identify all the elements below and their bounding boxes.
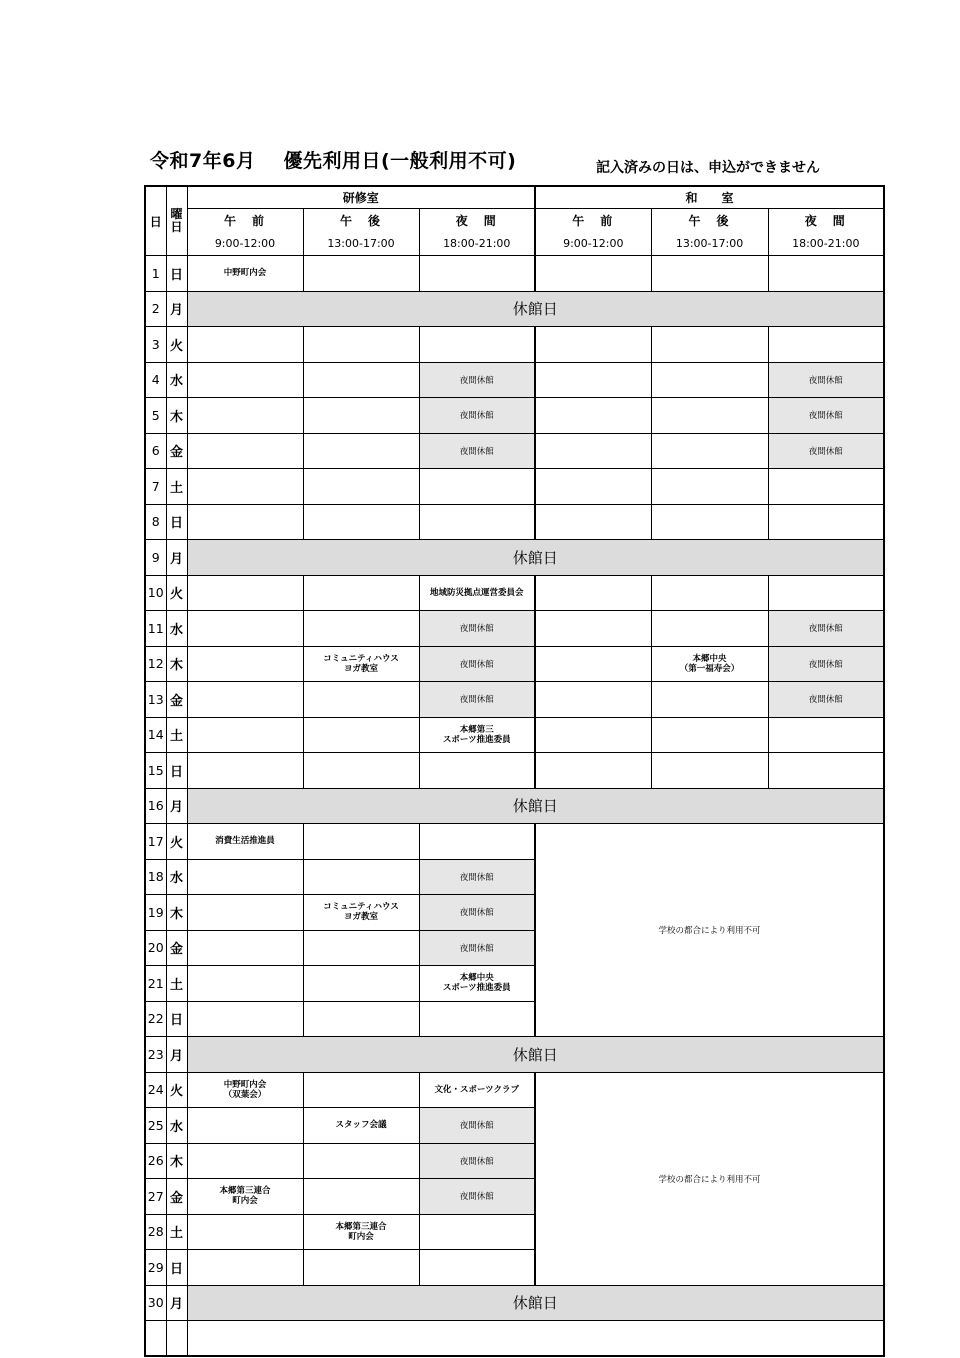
closed-day-label: 休館日 bbox=[187, 540, 884, 576]
room-header-washitsu: 和 室 bbox=[535, 186, 884, 209]
schedule-entry: 夜間休館 bbox=[419, 1179, 535, 1215]
weekday: 日 bbox=[166, 1001, 187, 1037]
schedule-slot bbox=[535, 717, 651, 753]
schedule-slot bbox=[187, 469, 303, 505]
schedule-entry: 夜間休館 bbox=[768, 646, 884, 682]
schedule-slot bbox=[419, 824, 535, 860]
schedule-slot bbox=[303, 469, 419, 505]
schedule-slot bbox=[419, 504, 535, 540]
schedule-entry: 夜間休館 bbox=[768, 398, 884, 434]
schedule-entry: スタッフ会議 bbox=[303, 1108, 419, 1144]
weekday: 日 bbox=[166, 504, 187, 540]
schedule-slot bbox=[768, 327, 884, 363]
table-row bbox=[145, 1072, 884, 1108]
schedule-entry: 文化・スポーツクラブ bbox=[419, 1072, 535, 1108]
day-number: 13 bbox=[145, 682, 166, 718]
schedule-slot bbox=[651, 504, 768, 540]
schedule-slot bbox=[303, 717, 419, 753]
table-row bbox=[145, 717, 884, 753]
weekday: 日 bbox=[166, 256, 187, 292]
table-row bbox=[145, 433, 884, 469]
schedule-slot bbox=[303, 327, 419, 363]
title-month: 令和7年6月 bbox=[150, 150, 256, 172]
time-header: 18:00-21:00 bbox=[768, 232, 884, 256]
slot-header: 午 前 bbox=[535, 209, 651, 233]
schedule-slot bbox=[419, 753, 535, 789]
weekday: 木 bbox=[166, 1143, 187, 1179]
weekday: 火 bbox=[166, 327, 187, 363]
day-number: 17 bbox=[145, 824, 166, 860]
time-header: 9:00-12:00 bbox=[535, 232, 651, 256]
schedule-slot bbox=[187, 1001, 303, 1037]
schedule-slot bbox=[768, 504, 884, 540]
schedule-slot bbox=[651, 469, 768, 505]
day-number: 6 bbox=[145, 433, 166, 469]
title-subtitle: 優先利用日(一般利用不可) bbox=[283, 150, 517, 172]
schedule-slot bbox=[651, 398, 768, 434]
schedule-slot bbox=[187, 966, 303, 1002]
day-number: 4 bbox=[145, 362, 166, 398]
schedule-entry: 夜間休館 bbox=[419, 398, 535, 434]
weekday: 金 bbox=[166, 930, 187, 966]
schedule-slot bbox=[651, 256, 768, 292]
schedule-slot bbox=[303, 433, 419, 469]
table-row bbox=[145, 398, 884, 434]
weekday: 土 bbox=[166, 717, 187, 753]
schedule-slot bbox=[187, 611, 303, 647]
schedule-slot bbox=[303, 824, 419, 860]
schedule-entry: 夜間休館 bbox=[419, 646, 535, 682]
weekday: 火 bbox=[166, 824, 187, 860]
schedule-slot bbox=[768, 469, 884, 505]
weekday: 月 bbox=[166, 788, 187, 824]
day-number: 1 bbox=[145, 256, 166, 292]
schedule-slot bbox=[303, 398, 419, 434]
weekday: 日 bbox=[166, 753, 187, 789]
weekday: 木 bbox=[166, 895, 187, 931]
time-header: 9:00-12:00 bbox=[187, 232, 303, 256]
schedule-slot bbox=[303, 859, 419, 895]
time-header: 13:00-17:00 bbox=[651, 232, 768, 256]
table-row bbox=[145, 291, 884, 327]
schedule-entry: 夜間休館 bbox=[419, 362, 535, 398]
schedule-slot bbox=[535, 575, 651, 611]
schedule-slot bbox=[535, 646, 651, 682]
weekday-header: 曜 日 bbox=[166, 186, 187, 256]
schedule-entry: 本郷第三 スポーツ推進委員 bbox=[419, 717, 535, 753]
schedule-entry: コミュニティハウス ヨガ教室 bbox=[303, 646, 419, 682]
schedule-slot bbox=[303, 1179, 419, 1215]
schedule-slot bbox=[303, 753, 419, 789]
schedule-entry: 夜間休館 bbox=[419, 859, 535, 895]
schedule-slot bbox=[303, 1143, 419, 1179]
table-row bbox=[145, 824, 884, 860]
table-row bbox=[145, 540, 884, 576]
schedule-slot bbox=[535, 682, 651, 718]
day-number: 5 bbox=[145, 398, 166, 434]
schedule-slot bbox=[535, 433, 651, 469]
table-row bbox=[145, 1285, 884, 1321]
day-number: 11 bbox=[145, 611, 166, 647]
table-row bbox=[145, 575, 884, 611]
schedule-slot bbox=[187, 1214, 303, 1250]
schedule-entry: 中野町内会 （双葉会） bbox=[187, 1072, 303, 1108]
schedule-entry: 中野町内会 bbox=[187, 256, 303, 292]
weekday: 火 bbox=[166, 575, 187, 611]
closed-day-label: 休館日 bbox=[187, 1037, 884, 1073]
day-number: 14 bbox=[145, 717, 166, 753]
schedule-entry: 夜間休館 bbox=[419, 1108, 535, 1144]
table-row bbox=[145, 327, 884, 363]
schedule-entry: 地域防災拠点運営委員会 bbox=[419, 575, 535, 611]
schedule-slot bbox=[187, 895, 303, 931]
schedule-slot bbox=[187, 646, 303, 682]
weekday: 水 bbox=[166, 1108, 187, 1144]
schedule-slot bbox=[535, 611, 651, 647]
schedule-slot bbox=[303, 930, 419, 966]
table-row bbox=[145, 646, 884, 682]
booking-note: 記入済みの日は、申込ができません bbox=[596, 160, 820, 176]
schedule-entry: 夜間休館 bbox=[419, 930, 535, 966]
schedule-slot bbox=[187, 717, 303, 753]
table-row bbox=[145, 1037, 884, 1073]
table-row bbox=[145, 256, 884, 292]
day-number: 3 bbox=[145, 327, 166, 363]
schedule-slot bbox=[535, 753, 651, 789]
schedule-slot bbox=[187, 398, 303, 434]
slot-header: 午 後 bbox=[651, 209, 768, 233]
day-header: 日 bbox=[145, 186, 166, 256]
room-header-training: 研修室 bbox=[187, 186, 535, 209]
schedule-slot bbox=[535, 362, 651, 398]
day-number: 27 bbox=[145, 1179, 166, 1215]
time-header: 18:00-21:00 bbox=[419, 232, 535, 256]
weekday: 日 bbox=[166, 1250, 187, 1286]
schedule-entry: コミュニティハウス ヨガ教室 bbox=[303, 895, 419, 931]
day-number: 12 bbox=[145, 646, 166, 682]
page-title bbox=[150, 146, 516, 173]
schedule-slot bbox=[187, 327, 303, 363]
table-row bbox=[145, 362, 884, 398]
unavailable-block: 学校の都合により利用不可 bbox=[535, 1072, 884, 1285]
day-number: 22 bbox=[145, 1001, 166, 1037]
schedule-entry: 本郷中央 （第一福寿会） bbox=[651, 646, 768, 682]
schedule-slot bbox=[303, 575, 419, 611]
weekday: 火 bbox=[166, 1072, 187, 1108]
schedule-entry: 夜間休館 bbox=[419, 895, 535, 931]
weekday: 月 bbox=[166, 1285, 187, 1321]
schedule-slot bbox=[187, 504, 303, 540]
day-number: 16 bbox=[145, 788, 166, 824]
schedule-slot bbox=[419, 327, 535, 363]
schedule-slot bbox=[303, 1001, 419, 1037]
schedule-slot bbox=[187, 433, 303, 469]
day-number: 7 bbox=[145, 469, 166, 505]
schedule-slot bbox=[303, 1250, 419, 1286]
schedule-slot bbox=[419, 1214, 535, 1250]
day-number: 2 bbox=[145, 291, 166, 327]
table-row bbox=[145, 504, 884, 540]
schedule-slot bbox=[768, 575, 884, 611]
schedule-slot bbox=[651, 575, 768, 611]
schedule-entry: 夜間休館 bbox=[768, 611, 884, 647]
schedule-slot bbox=[419, 1250, 535, 1286]
empty-row bbox=[187, 1321, 884, 1357]
schedule-slot bbox=[651, 327, 768, 363]
day-number: 25 bbox=[145, 1108, 166, 1144]
day-number: 30 bbox=[145, 1285, 166, 1321]
day-number: 10 bbox=[145, 575, 166, 611]
schedule-slot bbox=[535, 398, 651, 434]
table-row bbox=[145, 611, 884, 647]
schedule-slot bbox=[303, 256, 419, 292]
weekday: 月 bbox=[166, 1037, 187, 1073]
schedule-entry: 本郷第三連合 町内会 bbox=[303, 1214, 419, 1250]
slot-header: 夜 間 bbox=[768, 209, 884, 233]
day-number: 24 bbox=[145, 1072, 166, 1108]
table-row bbox=[145, 469, 884, 505]
schedule-slot bbox=[651, 717, 768, 753]
schedule-slot bbox=[535, 327, 651, 363]
schedule-entry: 夜間休館 bbox=[419, 433, 535, 469]
day-number: 21 bbox=[145, 966, 166, 1002]
slot-header: 夜 間 bbox=[419, 209, 535, 233]
closed-day-label: 休館日 bbox=[187, 1285, 884, 1321]
schedule-entry: 本郷第三連合 町内会 bbox=[187, 1179, 303, 1215]
day-number: 9 bbox=[145, 540, 166, 576]
time-header: 13:00-17:00 bbox=[303, 232, 419, 256]
day-number bbox=[145, 1321, 166, 1357]
schedule-slot bbox=[768, 256, 884, 292]
schedule-slot bbox=[535, 504, 651, 540]
schedule-slot bbox=[303, 504, 419, 540]
schedule-entry: 夜間休館 bbox=[768, 362, 884, 398]
schedule-slot bbox=[535, 256, 651, 292]
weekday: 金 bbox=[166, 682, 187, 718]
schedule-slot bbox=[535, 469, 651, 505]
schedule-slot bbox=[187, 575, 303, 611]
schedule-slot bbox=[303, 1072, 419, 1108]
schedule-entry: 本郷中央 スポーツ推進委員 bbox=[419, 966, 535, 1002]
schedule-entry: 夜間休館 bbox=[768, 682, 884, 718]
schedule-slot bbox=[187, 1108, 303, 1144]
schedule-table bbox=[144, 185, 885, 1357]
schedule-slot bbox=[651, 433, 768, 469]
unavailable-block: 学校の都合により利用不可 bbox=[535, 824, 884, 1037]
weekday: 水 bbox=[166, 362, 187, 398]
day-number: 15 bbox=[145, 753, 166, 789]
schedule-entry: 夜間休館 bbox=[768, 433, 884, 469]
schedule-slot bbox=[768, 753, 884, 789]
table-row bbox=[145, 788, 884, 824]
weekday bbox=[166, 1321, 187, 1357]
schedule-slot bbox=[187, 930, 303, 966]
slot-header: 午 後 bbox=[303, 209, 419, 233]
weekday: 木 bbox=[166, 646, 187, 682]
weekday: 月 bbox=[166, 291, 187, 327]
schedule-slot bbox=[419, 1001, 535, 1037]
weekday: 金 bbox=[166, 1179, 187, 1215]
schedule-slot bbox=[187, 1250, 303, 1286]
table-row bbox=[145, 753, 884, 789]
weekday: 木 bbox=[166, 398, 187, 434]
schedule-entry: 夜間休館 bbox=[419, 1143, 535, 1179]
schedule-slot bbox=[419, 256, 535, 292]
slot-header: 午 前 bbox=[187, 209, 303, 233]
weekday: 土 bbox=[166, 1214, 187, 1250]
schedule-slot bbox=[303, 682, 419, 718]
schedule-slot bbox=[303, 966, 419, 1002]
day-number: 20 bbox=[145, 930, 166, 966]
schedule-entry: 夜間休館 bbox=[419, 682, 535, 718]
weekday: 金 bbox=[166, 433, 187, 469]
weekday: 水 bbox=[166, 859, 187, 895]
schedule-slot bbox=[419, 469, 535, 505]
schedule-slot bbox=[187, 682, 303, 718]
day-number: 26 bbox=[145, 1143, 166, 1179]
schedule-slot bbox=[303, 362, 419, 398]
day-number: 8 bbox=[145, 504, 166, 540]
schedule-slot bbox=[651, 611, 768, 647]
schedule-slot bbox=[651, 682, 768, 718]
weekday: 土 bbox=[166, 469, 187, 505]
schedule-slot bbox=[187, 859, 303, 895]
closed-day-label: 休館日 bbox=[187, 788, 884, 824]
schedule-slot bbox=[303, 611, 419, 647]
day-number: 23 bbox=[145, 1037, 166, 1073]
table-row bbox=[145, 682, 884, 718]
schedule-slot bbox=[187, 753, 303, 789]
day-number: 29 bbox=[145, 1250, 166, 1286]
schedule-slot bbox=[187, 362, 303, 398]
schedule-slot bbox=[187, 1143, 303, 1179]
weekday: 水 bbox=[166, 611, 187, 647]
schedule-slot bbox=[768, 717, 884, 753]
table-row bbox=[145, 1321, 884, 1357]
schedule-slot bbox=[651, 362, 768, 398]
schedule-entry: 夜間休館 bbox=[419, 611, 535, 647]
schedule-entry: 消費生活推進員 bbox=[187, 824, 303, 860]
day-number: 18 bbox=[145, 859, 166, 895]
weekday: 土 bbox=[166, 966, 187, 1002]
weekday: 月 bbox=[166, 540, 187, 576]
day-number: 28 bbox=[145, 1214, 166, 1250]
schedule-slot bbox=[651, 753, 768, 789]
day-number: 19 bbox=[145, 895, 166, 931]
closed-day-label: 休館日 bbox=[187, 291, 884, 327]
